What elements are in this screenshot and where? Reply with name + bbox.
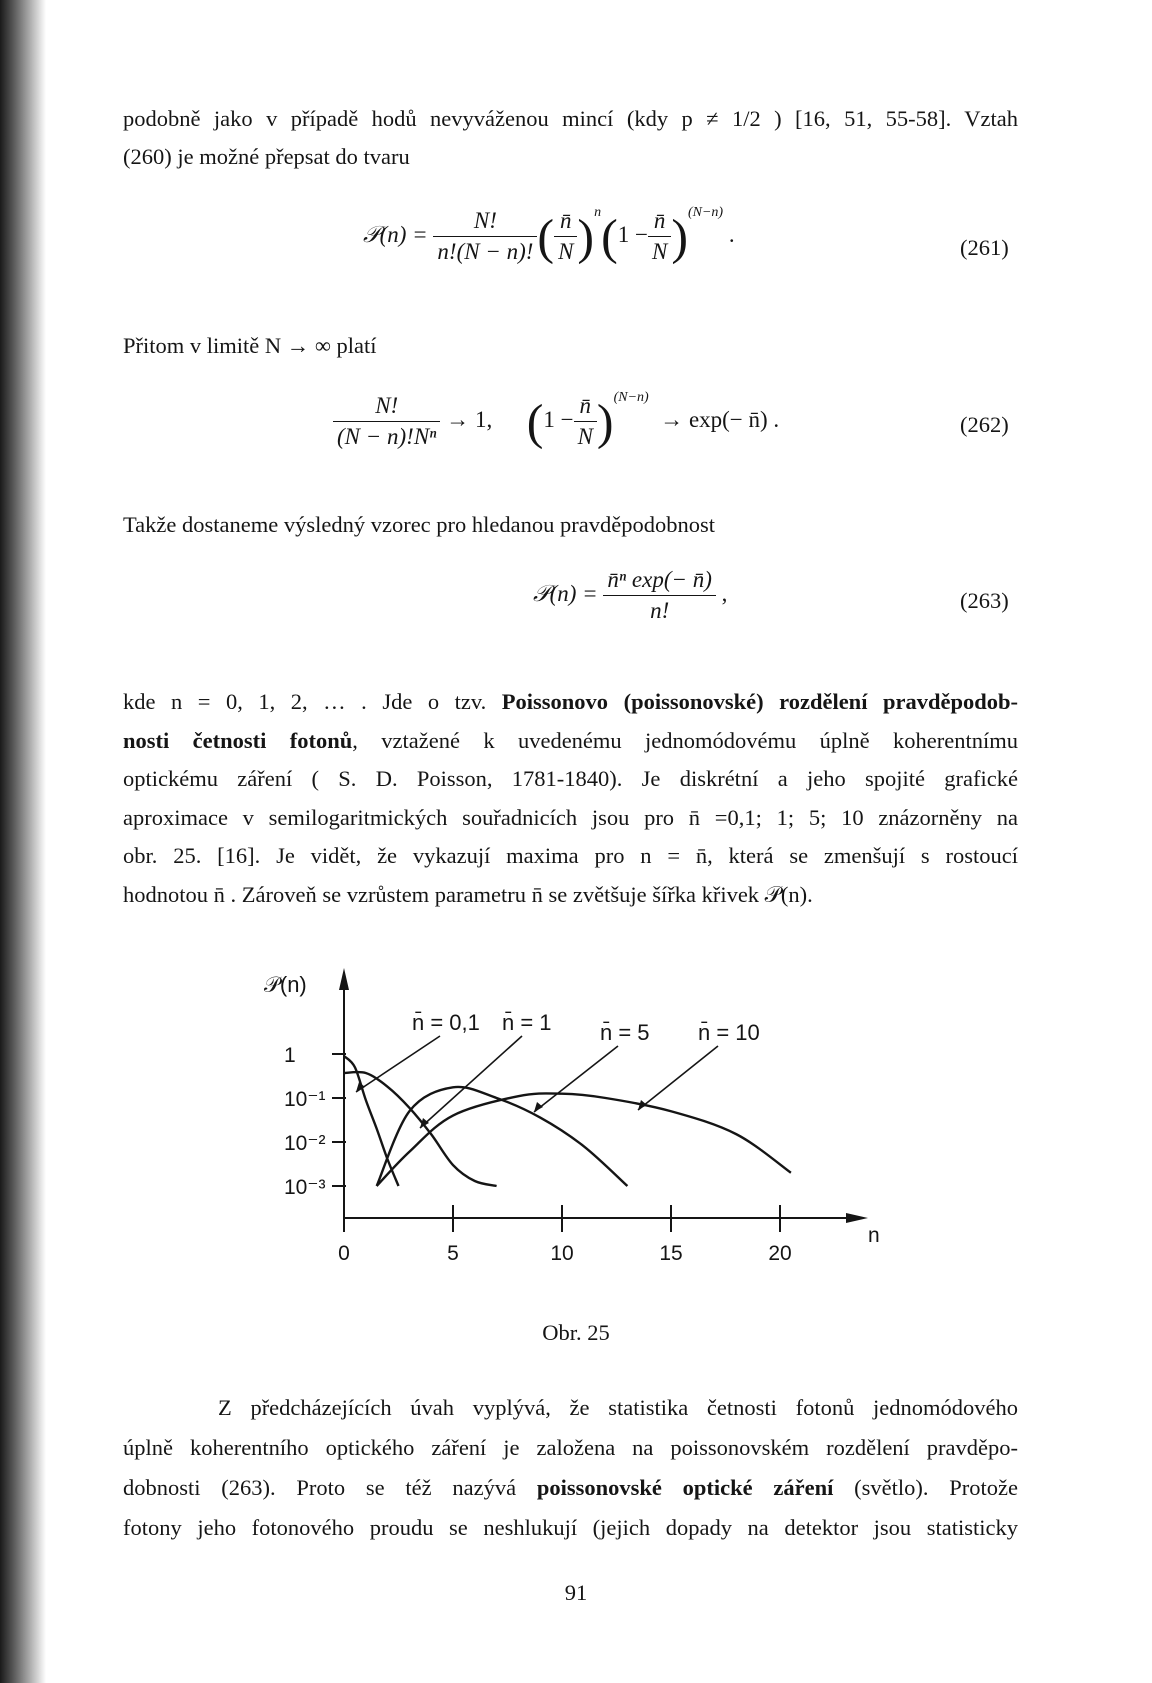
fraction-numerator: n̄	[574, 391, 597, 422]
text-line: podobně jako v případě hodů nevyváženou mincí (kdy p ≠ 1/2 ) [16, 51, 55-58]. Vztah	[123, 106, 1018, 131]
text-line: Přitom v limitě N → ∞ platí	[123, 333, 377, 358]
paragraph-poisson	[123, 683, 1018, 914]
exponent: n	[594, 205, 602, 220]
equation-262: $\frac{N!}{\text{(N − n)!Nⁿ}}$ → 1, (1 − $\frac{n̄}{N}$ )$^{(N-n)}$ → exp(− n̄) .	[333, 390, 779, 452]
paragraph-conclusion	[123, 1388, 1018, 1548]
leader-line	[420, 1036, 522, 1128]
x-axis-label: n	[868, 1224, 880, 1247]
text-line: (260) je možné přepsat do tvaru	[123, 144, 410, 169]
leader-arrow	[534, 1102, 543, 1112]
eq-term: 1 −	[543, 407, 574, 432]
x-tick-label: 15	[659, 1242, 683, 1265]
leader-line	[534, 1046, 618, 1112]
y-tick-label: 1	[284, 1044, 296, 1067]
text-line	[123, 1468, 1018, 1508]
eq-lhs: 𝒫(n) =	[363, 222, 428, 247]
fraction-numerator: N!	[333, 391, 440, 422]
text-line: hodnotou n̄ . Zároveň se vzrůstem parametru n̄ se zvětšuje šířka křivek 𝒫(n).	[123, 881, 813, 907]
text-line: optickému záření ( S. D. Poisson, 1781-1840). Je diskrétní a jeho spojité grafické	[123, 766, 1018, 791]
series-line	[344, 1072, 497, 1186]
bold-term: poissonovské optické záření	[536, 1475, 834, 1500]
equation-number: (262)	[960, 412, 1009, 437]
x-tick-label: 0	[338, 1242, 350, 1265]
leader-line	[638, 1046, 718, 1110]
paragraph-intro	[123, 100, 1018, 176]
leader-arrow	[356, 1082, 365, 1092]
fraction	[603, 565, 716, 626]
figure-caption: Obr. 25	[542, 1320, 610, 1345]
x-tick-label: 20	[768, 1242, 792, 1265]
y-axis-label: 𝒫(n)	[264, 972, 307, 997]
equation-number: (263)	[960, 588, 1009, 613]
y-tick-label: 10⁻²	[284, 1132, 326, 1155]
binding-shadow	[0, 0, 46, 1683]
leader-line	[356, 1036, 440, 1092]
exponent: (N−n)	[613, 390, 649, 405]
text-line: fotony jeho fotonového proudu se neshlukují (jejich dopady na detektor jsou statisticky	[123, 1515, 1018, 1540]
fraction-denominator: N	[577, 424, 593, 450]
y-axis-arrow	[339, 968, 349, 990]
eq-term: → exp(− n̄) .	[660, 407, 780, 432]
exponent: (N−n)	[687, 205, 724, 220]
axes	[339, 968, 868, 1226]
text-span: dobnosti (263). Proto se též nazývá	[123, 1475, 537, 1500]
text-line: aproximace v semilogaritmických souřadnicích jsou pro n̄ =0,1; 1; 5; 10 znázorněny na	[123, 804, 1018, 830]
series-line	[344, 1056, 399, 1186]
fraction	[333, 391, 440, 452]
text-span: (světlo). Protože	[833, 1475, 1018, 1500]
fraction-denominator: n!(N − n)!	[437, 239, 534, 265]
text-line	[123, 722, 1018, 761]
text-line: úplně koherentního optického záření je založena na poissonovském rozdělení pravděpo-	[123, 1435, 1018, 1460]
y-tick-label: 10⁻¹	[284, 1088, 326, 1111]
series-line	[377, 1087, 628, 1186]
page-number: 91	[564, 1580, 588, 1605]
x-axis-arrow	[846, 1213, 868, 1223]
leader-arrow	[638, 1100, 647, 1110]
y-tick-label: 10⁻³	[284, 1176, 326, 1199]
series-label: n̄ = 1	[502, 1010, 552, 1035]
fraction	[574, 391, 597, 452]
fraction-numerator: N!	[433, 206, 537, 237]
text-line: Z předcházejících úvah vyplývá, že statistika četnosti fotonů jednomódového	[218, 1395, 1018, 1420]
equation-263	[533, 565, 727, 626]
eq-trail: .	[728, 222, 735, 247]
eq-term: → 1,	[446, 407, 493, 432]
equation-261: 𝒫(n) = $\frac{N!}{n!(N - n)!}$ ( $\frac{n̄}{N}$ )$^n$(1 − $\frac{n̄}{N}$ )$^{(N-n)}$ .	[363, 205, 735, 267]
eq-lhs: 𝒫(n) =	[533, 580, 598, 606]
fraction-denominator: n!	[650, 598, 670, 623]
fraction	[433, 206, 537, 267]
leader-arrow	[420, 1118, 429, 1128]
x-tick-label: 5	[447, 1242, 459, 1265]
fraction	[554, 206, 577, 267]
text-line: Takže dostaneme výsledný vzorec pro hledanou pravděpodobnost	[123, 512, 715, 537]
text-span: kde n = 0, 1, 2, … . Jde o tzv.	[123, 689, 502, 714]
bold-term: Poissonovo (poissonovské) rozdělení pravděpodob-	[501, 689, 1018, 714]
series-label: n̄ = 0,1	[412, 1010, 480, 1035]
text-line: obr. 25. [16]. Je vidět, že vykazují maxima pro n = n̄, která se zmenšují s rostoucí	[123, 843, 1018, 868]
text-line	[123, 683, 1018, 722]
series-label: n̄ = 5	[600, 1020, 650, 1045]
text-span: , vztažené k uvedenému jednomódovému úplně koherentnímu	[352, 727, 1018, 753]
fraction-numerator: n̄	[648, 206, 671, 237]
fraction-denominator: N	[651, 239, 668, 265]
fraction	[648, 206, 671, 267]
fraction-numerator: n̄	[554, 206, 577, 237]
series-label: n̄ = 10	[698, 1020, 760, 1045]
bold-term: nosti četnosti fotonů	[123, 727, 353, 753]
equation-number: (261)	[960, 235, 1009, 260]
fraction-numerator: n̄ⁿ exp(− n̄)	[603, 565, 716, 596]
fraction-denominator: (N − n)!Nⁿ	[337, 424, 437, 450]
fraction-denominator: N	[558, 239, 574, 265]
series-line	[377, 1093, 791, 1186]
eq-term: 1 −	[617, 222, 648, 247]
x-tick-label: 10	[550, 1242, 574, 1265]
eq-trail: ,	[721, 580, 728, 606]
